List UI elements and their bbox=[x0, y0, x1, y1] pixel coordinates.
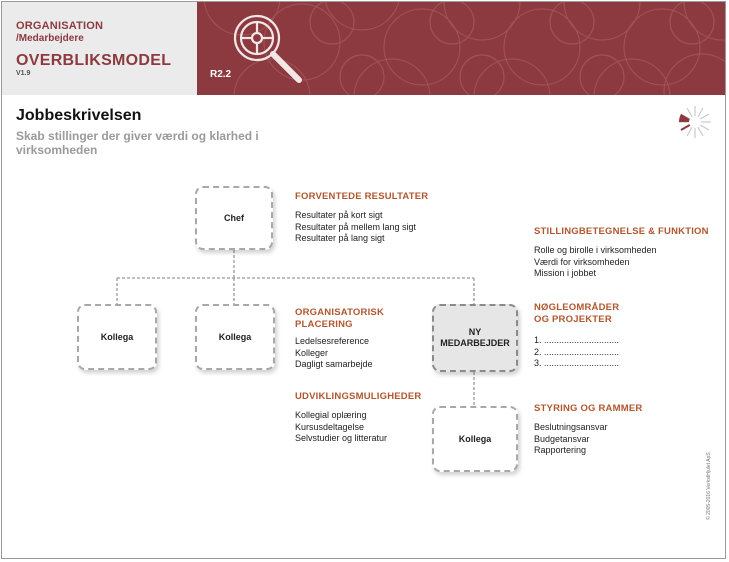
section-list-udvikling bbox=[295, 410, 387, 445]
list-item: Kolleger bbox=[295, 347, 329, 358]
page-subtitle: Skab stillinger der giver værdi og klarhed i virksomheden bbox=[16, 129, 259, 157]
section-list-noegle bbox=[534, 335, 619, 370]
section-list-styring bbox=[534, 422, 608, 457]
list-item: Rolle og birolle i virksomheden bbox=[534, 245, 657, 255]
section-title-forventede: FORVENTEDE RESULTATER bbox=[295, 191, 429, 202]
section-list-stilling bbox=[534, 245, 657, 280]
section-list-organisatorisk bbox=[295, 336, 373, 371]
box-kollega-middle bbox=[195, 304, 275, 370]
list-item: 3. .............................. bbox=[534, 358, 620, 368]
list-item: Værdi for virksomheden bbox=[534, 256, 630, 267]
list-item: Rapportering bbox=[534, 445, 587, 455]
list-item: Resultater på mellem lang sigt bbox=[295, 221, 417, 232]
list-item: Dagligt samarbejde bbox=[295, 359, 373, 369]
org-sublabel: /Medarbejdere bbox=[16, 33, 84, 44]
list-item: 1. .............................. bbox=[534, 335, 620, 345]
list-item: Selvstudier og litteratur bbox=[295, 433, 388, 443]
box-kollega-left-label: Kollega bbox=[100, 331, 134, 342]
version-label: V1.9 bbox=[16, 70, 31, 77]
org-label: ORGANISATION bbox=[16, 20, 104, 32]
list-item: Budgetansvar bbox=[534, 433, 590, 444]
section-title-stilling: STILLINGBETEGNELSE & FUNKTION bbox=[534, 226, 709, 237]
list-item: Ledelsesreference bbox=[295, 336, 370, 346]
box-ny-medarbejder-label: NY MEDARBEJDER bbox=[440, 327, 510, 348]
release-label: R2.2 bbox=[210, 69, 232, 80]
page-title: Jobbeskrivelsen bbox=[16, 107, 142, 124]
list-item: Kursusdeltagelse bbox=[295, 421, 365, 432]
box-kollega-bottom-label: Kollega bbox=[458, 433, 492, 444]
section-title-noegle: NØGLEOMRÅDER OG PROJEKTER bbox=[534, 302, 620, 325]
box-kollega-left bbox=[77, 304, 157, 370]
box-chef bbox=[195, 186, 273, 250]
box-ny-medarbejder bbox=[432, 304, 518, 372]
list-item: Resultater på lang sigt bbox=[295, 233, 385, 243]
copyright-notice: © 2005-2016 VerkstHjulet ApS. bbox=[706, 450, 712, 520]
section-list-forventede bbox=[295, 210, 416, 245]
list-item: 2. .............................. bbox=[534, 346, 620, 357]
model-title: OVERBLIKSMODEL bbox=[16, 52, 172, 69]
box-kollega-bottom bbox=[432, 406, 518, 472]
section-title-organisatorisk: ORGANISATORISK PLACERING bbox=[295, 307, 385, 330]
list-item: Mission i jobbet bbox=[534, 268, 597, 278]
list-item: Kollegial oplæring bbox=[295, 410, 367, 420]
list-item: Beslutningsansvar bbox=[534, 422, 608, 432]
section-title-styring: STYRING OG RAMMER bbox=[534, 403, 643, 414]
box-chef-label: Chef bbox=[224, 212, 244, 223]
section-title-udvikling: UDVIKLINGSMULIGHEDER bbox=[295, 391, 422, 402]
list-item: Resultater på kort sigt bbox=[295, 210, 383, 220]
box-kollega-middle-label: Kollega bbox=[218, 331, 252, 342]
